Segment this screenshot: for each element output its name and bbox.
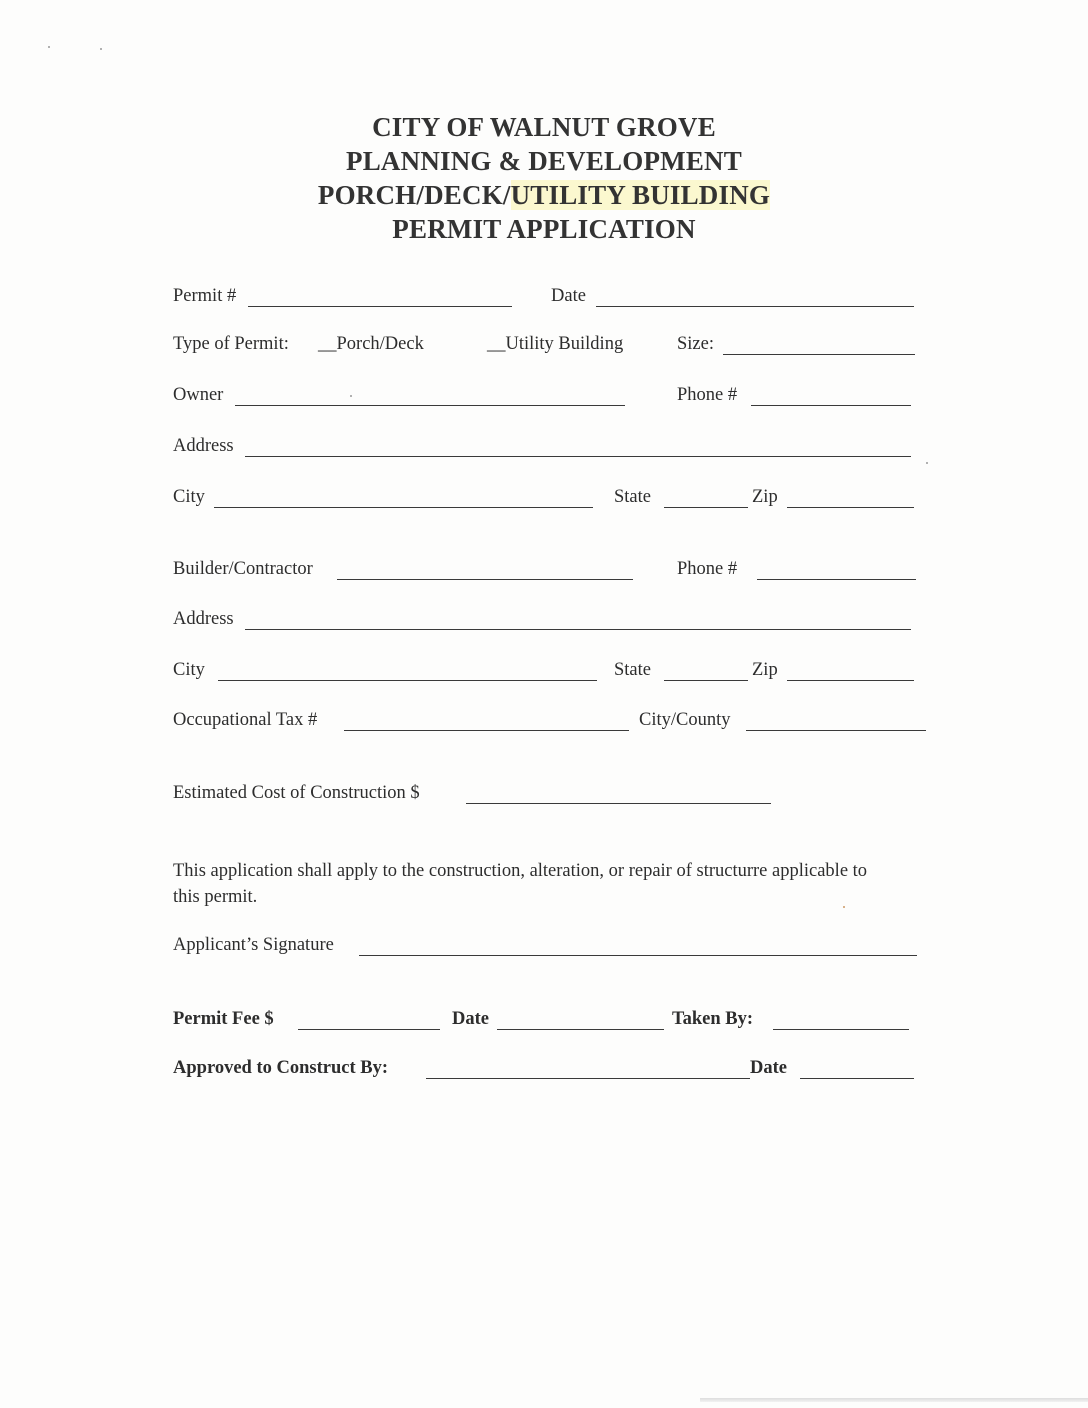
approved-by-field[interactable] — [426, 1078, 750, 1079]
type-option-utility-building[interactable]: __Utility Building — [487, 334, 624, 354]
date-label: Date — [551, 286, 586, 306]
occupational-tax-label: Occupational Tax # — [173, 710, 318, 730]
header-permit-type-a: PORCH/DECK/ — [317, 180, 511, 210]
scan-speck — [100, 48, 102, 50]
owner-phone-field[interactable] — [751, 405, 911, 406]
owner-phone-label: Phone # — [677, 385, 738, 405]
header-department: PLANNING & DEVELOPMENT — [346, 146, 742, 176]
approved-by-label: Approved to Construct By: — [173, 1058, 388, 1078]
owner-field[interactable] — [235, 405, 625, 406]
owner-zip-field[interactable] — [787, 507, 914, 508]
builder-state-label: State — [614, 660, 651, 680]
approved-date-field[interactable] — [800, 1078, 914, 1079]
permit-fee-label: Permit Fee $ — [173, 1009, 274, 1029]
owner-label: Owner — [173, 385, 224, 405]
header-city: CITY OF WALNUT GROVE — [372, 112, 716, 142]
builder-contractor-label: Builder/Contractor — [173, 559, 313, 579]
owner-city-field[interactable] — [214, 507, 593, 508]
date-field[interactable] — [596, 306, 914, 307]
taken-by-field[interactable] — [773, 1029, 909, 1030]
type-option-porch-deck[interactable]: __Porch/Deck — [318, 334, 424, 354]
fee-date-label: Date — [452, 1009, 489, 1029]
permit-number-label: Permit # — [173, 286, 237, 306]
owner-city-label: City — [173, 487, 205, 507]
approved-date-label: Date — [750, 1058, 787, 1078]
taken-by-label: Taken By: — [672, 1009, 754, 1029]
estimated-cost-field[interactable] — [466, 803, 771, 804]
scan-speck — [843, 906, 845, 908]
application-statement: This application shall apply to the construction, alteration, or repair of structurre applicable to this permit. — [173, 861, 868, 907]
page-bottom-edge — [700, 1398, 1088, 1402]
owner-address-label: Address — [173, 436, 234, 456]
document-header — [0, 110, 1088, 246]
city-county-field[interactable] — [746, 730, 926, 731]
size-label: Size: — [677, 334, 714, 354]
size-field[interactable] — [723, 354, 915, 355]
estimated-cost-label: Estimated Cost of Construction $ — [173, 783, 420, 803]
type-of-permit-label: Type of Permit: — [173, 334, 289, 354]
applicant-signature-field[interactable] — [359, 955, 917, 956]
builder-city-field[interactable] — [218, 680, 597, 681]
owner-state-field[interactable] — [664, 507, 748, 508]
permit-fee-field[interactable] — [298, 1029, 440, 1030]
occupational-tax-field[interactable] — [344, 730, 629, 731]
owner-address-field[interactable] — [245, 456, 911, 457]
builder-contractor-field[interactable] — [337, 579, 633, 580]
builder-zip-field[interactable] — [787, 680, 914, 681]
builder-zip-label: Zip — [752, 660, 778, 680]
owner-zip-label: Zip — [752, 487, 778, 507]
header-document-title: PERMIT APPLICATION — [392, 214, 696, 244]
builder-address-field[interactable] — [245, 629, 911, 630]
builder-address-label: Address — [173, 609, 234, 629]
builder-state-field[interactable] — [664, 680, 748, 681]
scan-speck — [350, 395, 352, 397]
owner-state-label: State — [614, 487, 651, 507]
header-permit-type — [0, 178, 1088, 212]
permit-number-field[interactable] — [248, 306, 512, 307]
builder-phone-label: Phone # — [677, 559, 738, 579]
builder-phone-field[interactable] — [757, 579, 916, 580]
fee-date-field[interactable] — [497, 1029, 664, 1030]
scan-speck — [48, 46, 50, 48]
builder-city-label: City — [173, 660, 205, 680]
applicant-signature-label: Applicant’s Signature — [173, 935, 334, 955]
scan-speck — [926, 462, 928, 464]
city-county-label: City/County — [639, 710, 731, 730]
header-permit-type-highlighted: UTILITY BUILDING — [510, 180, 771, 210]
